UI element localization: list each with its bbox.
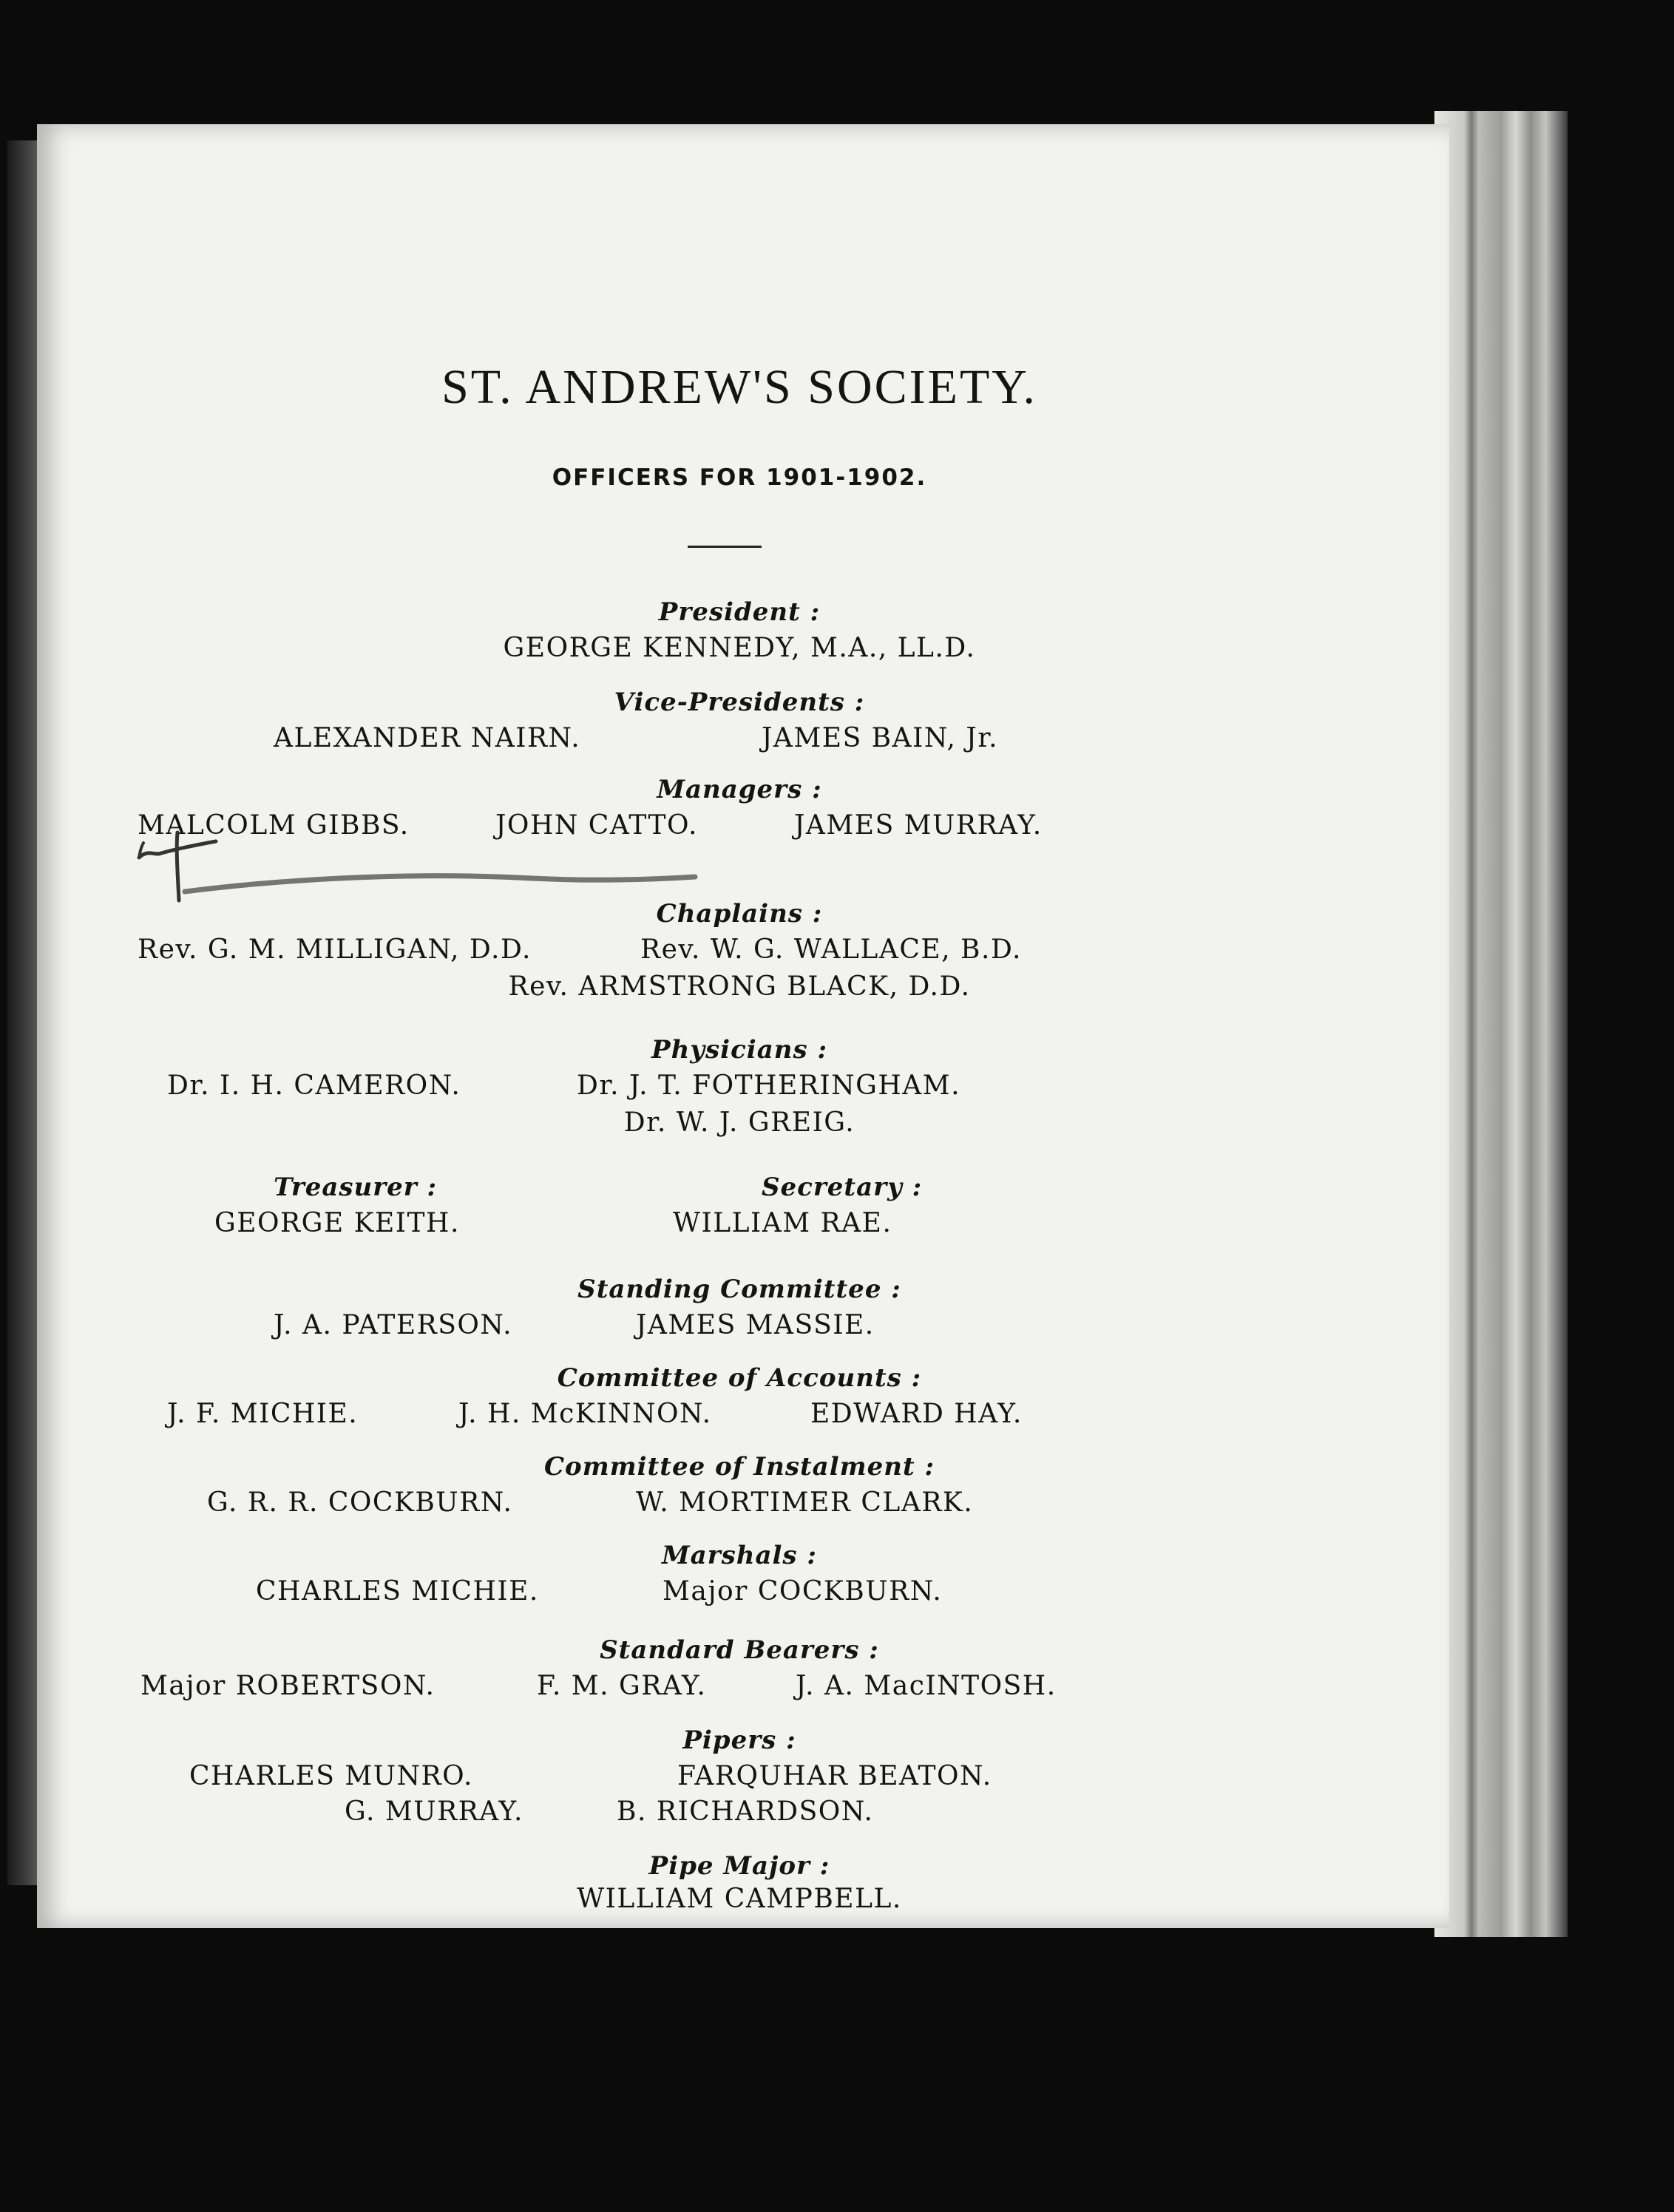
marshals-row [126, 1576, 1353, 1613]
pipers-row-1 [126, 1761, 1353, 1798]
treasurer-name: GEORGE KEITH. [214, 1208, 460, 1238]
vice-president-name: JAMES BAIN, Jr. [762, 723, 999, 753]
page-subtitle: OFFICERS FOR 1901-1902. [552, 464, 927, 491]
physicians-heading: Physicians : [651, 1035, 827, 1065]
piper-name: G. MURRAY. [345, 1797, 523, 1827]
secretary-name: WILLIAM RAE. [673, 1208, 892, 1238]
vice-presidents-heading: Vice-Presidents : [614, 688, 865, 717]
piper-name: CHARLES MUNRO. [189, 1761, 473, 1791]
standing-committee-name: JAMES MASSIE. [636, 1310, 875, 1340]
manager-name: JAMES MURRAY. [794, 810, 1043, 841]
standard-bearers-heading: Standard Bearers : [600, 1635, 879, 1665]
vice-president-name: ALEXANDER NAIRN. [274, 723, 581, 753]
committee-of-accounts-heading: Committee of Accounts : [557, 1363, 922, 1393]
chaplains-heading: Chaplains : [656, 899, 823, 929]
divider [688, 546, 762, 548]
committee-of-instalment-heading: Committee of Instalment : [543, 1452, 935, 1482]
committee-of-accounts-row [126, 1399, 1353, 1436]
committee-of-instalment-row [126, 1487, 1353, 1524]
standard-bearer-name: J. A. MacINTOSH. [796, 1671, 1057, 1701]
chaplain-name: Rev. ARMSTRONG BLACK, D.D. [508, 971, 971, 1002]
president-name: GEORGE KENNEDY, M.A., LL.D. [503, 633, 976, 663]
marshal-name: Major COCKBURN. [663, 1576, 943, 1607]
physician-name: Dr. J. T. FOTHERINGHAM. [577, 1071, 961, 1101]
marshals-heading: Marshals : [662, 1541, 817, 1570]
chaplain-name: Rev. W. G. WALLACE, B.D. [640, 934, 1022, 965]
page-title: ST. ANDREW'S SOCIETY. [441, 360, 1037, 414]
manager-name: MALCOLM GIBBS. [138, 810, 410, 841]
instalment-member-name: G. R. R. COCKBURN. [207, 1487, 513, 1518]
book-page [37, 124, 1449, 1928]
pipers-heading: Pipers : [682, 1726, 796, 1755]
instalment-member-name: W. MORTIMER CLARK. [636, 1487, 974, 1518]
officers-list [126, 124, 1353, 1928]
pipe-major-name: WILLIAM CAMPBELL. [577, 1884, 902, 1914]
pipers-row-2 [126, 1797, 1353, 1833]
standard-bearer-name: F. M. GRAY. [537, 1671, 707, 1701]
page-edges [1434, 111, 1568, 1937]
chaplains-row [126, 934, 1353, 971]
standing-committee-row [126, 1310, 1353, 1347]
standing-committee-name: J. A. PATERSON. [274, 1310, 513, 1340]
physician-name: Dr. I. H. CAMERON. [167, 1071, 461, 1101]
piper-name: FARQUHAR BEATON. [677, 1761, 992, 1791]
chaplain-name: Rev. G. M. MILLIGAN, D.D. [138, 934, 532, 965]
standard-bearer-name: Major ROBERTSON. [140, 1671, 436, 1701]
accounts-member-name: J. F. MICHIE. [167, 1399, 359, 1429]
accounts-member-name: EDWARD HAY. [810, 1399, 1023, 1429]
accounts-member-name: J. H. McKINNON. [458, 1399, 712, 1429]
physicians-row [126, 1071, 1353, 1107]
standard-bearers-row [126, 1671, 1353, 1708]
secretary-heading: Secretary : [762, 1173, 923, 1202]
president-heading: President : [658, 597, 821, 627]
physician-name: Dr. W. J. GREIG. [623, 1107, 855, 1138]
standing-committee-heading: Standing Committee : [577, 1275, 901, 1304]
piper-name: B. RICHARDSON. [617, 1797, 874, 1827]
vice-presidents-row [126, 723, 1353, 760]
treasurer-secretary-row [126, 1208, 1353, 1245]
pipe-major-heading: Pipe Major : [648, 1851, 830, 1881]
managers-row [126, 810, 1353, 847]
treasurer-heading: Treasurer : [274, 1173, 438, 1202]
marshal-name: CHARLES MICHIE. [256, 1576, 539, 1607]
manager-name: JOHN CATTO. [495, 810, 698, 841]
managers-heading: Managers : [657, 775, 822, 804]
